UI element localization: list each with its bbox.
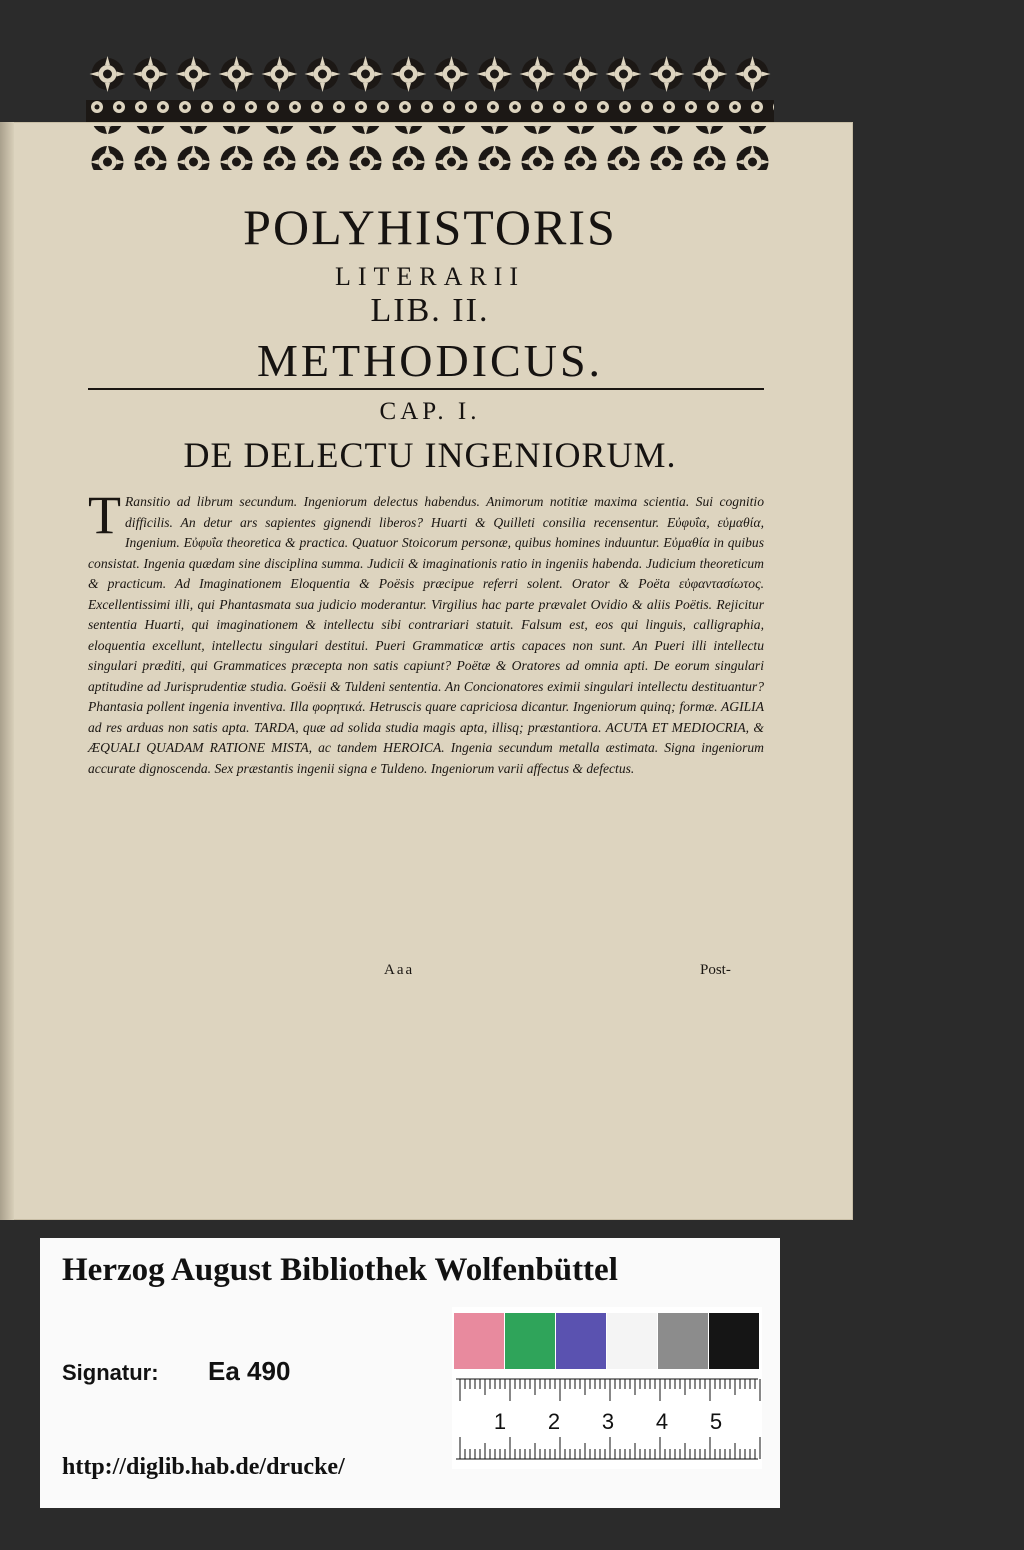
color-swatch [556,1313,606,1369]
argument-text: Ransitio ad librum secundum. Ingeniorum delectus habendus. Animorum notitiæ maxima scientia. Sui cognitio difficilis. An detur ars sapientes gignendi liberos? Huarti & Quilleti consilia recensentur. Εὐφυΐα, εὐμαθία, Ingenium. Εὐφυΐα theoretica & practica. Quatuor Stoicorum personæ, quibus homines induuntur. Εὐμαθία in quibus consistat. Ingenia quædam sine disciplina summa. Judicii & imaginationis ratio in ingeniis habenda. Judicium theoreticum & practicum. Ad Imaginationem Eloquentia & Poësis præcipue referri solent. Orator & Poëta εὐφαντασίωτος. Excellentissimi illi, qui Phantasmata sua judicio moderantur. Virgilius hac parte prævalet Ovidio & aliis Poëtis. Rejicitur sententia Huarti, qui imaginationem & intellectu sibi contrariari statuit. Falsum est, eos qui linguis, calligraphia, eloquentia excellunt, intellectu singulari destitui. Pueri Grammaticæ artis capaces non sunt. An Pueri illi intellectu singulari præditi, qui Grammatices præcepta non satis capiunt? Poëtæ & Oratores ad omnia apti. De eorum singulari aptitudine ad Jurisprudentiæ studia. Goësii & Tuldeni sententia. An Concionatores eximii singulari intellectu destituantur? Phantasia pollent ingenia inventiva. Illa φορητικά. Hetruscis quare capriciosa dicantur. Ingeniorum quinq; formæ. AGILIA ad res arduas non satis apta. TARDA, quæ ad solida studia magis apta, illisq; præstantiora. ACUTA ET MEDIOCRIA, & ÆQUALI QUADAM RATIONE MISTA, ac tandem HEROICA. Ingenia secundum metalla æstimata. Signa ingeniorum accurate dignoscenda. Sex præstantis ingenii signa e Tuldeno. Ingeniorum varii affectus & defectus. [88,494,764,776]
signatur-label: Signatur: [62,1360,159,1385]
library-url[interactable]: http://diglib.hab.de/drucke/ [62,1454,345,1480]
scale-number: 4 [655,1409,669,1434]
scale-number: 2 [547,1409,561,1434]
color-swatch [658,1313,708,1369]
page-spine-shadow [0,122,14,1220]
color-swatch [505,1313,555,1369]
title-lib: LIB. II. [370,292,490,329]
scale-number: 5 [709,1409,723,1434]
title-methodicus: METHODICUS. [256,335,604,386]
color-calibration-card [452,1307,762,1469]
title-literarii: LITERARII [334,262,526,291]
chapter-argument [88,485,764,779]
scale-number: 3 [601,1409,615,1434]
color-swatch [454,1313,504,1369]
drop-capital: T [88,485,121,545]
scale-number: 1 [493,1409,507,1434]
signatur-value: Ea 490 [208,1356,291,1386]
chapter-title: DE DELECTU INGENIORUM. [183,435,677,475]
title-rule [88,388,764,390]
color-swatch [607,1313,657,1369]
measurement-scale [452,1373,762,1465]
chapter-number: CAP. I. [379,398,481,425]
library-name: Herzog August Bibliothek Wolfenbüttel [62,1252,618,1288]
catchword: Post- [700,962,731,978]
signature-mark: Aaa [384,962,415,978]
title-polyhistoris: POLYHISTORIS [243,199,617,255]
color-swatch [709,1313,759,1369]
